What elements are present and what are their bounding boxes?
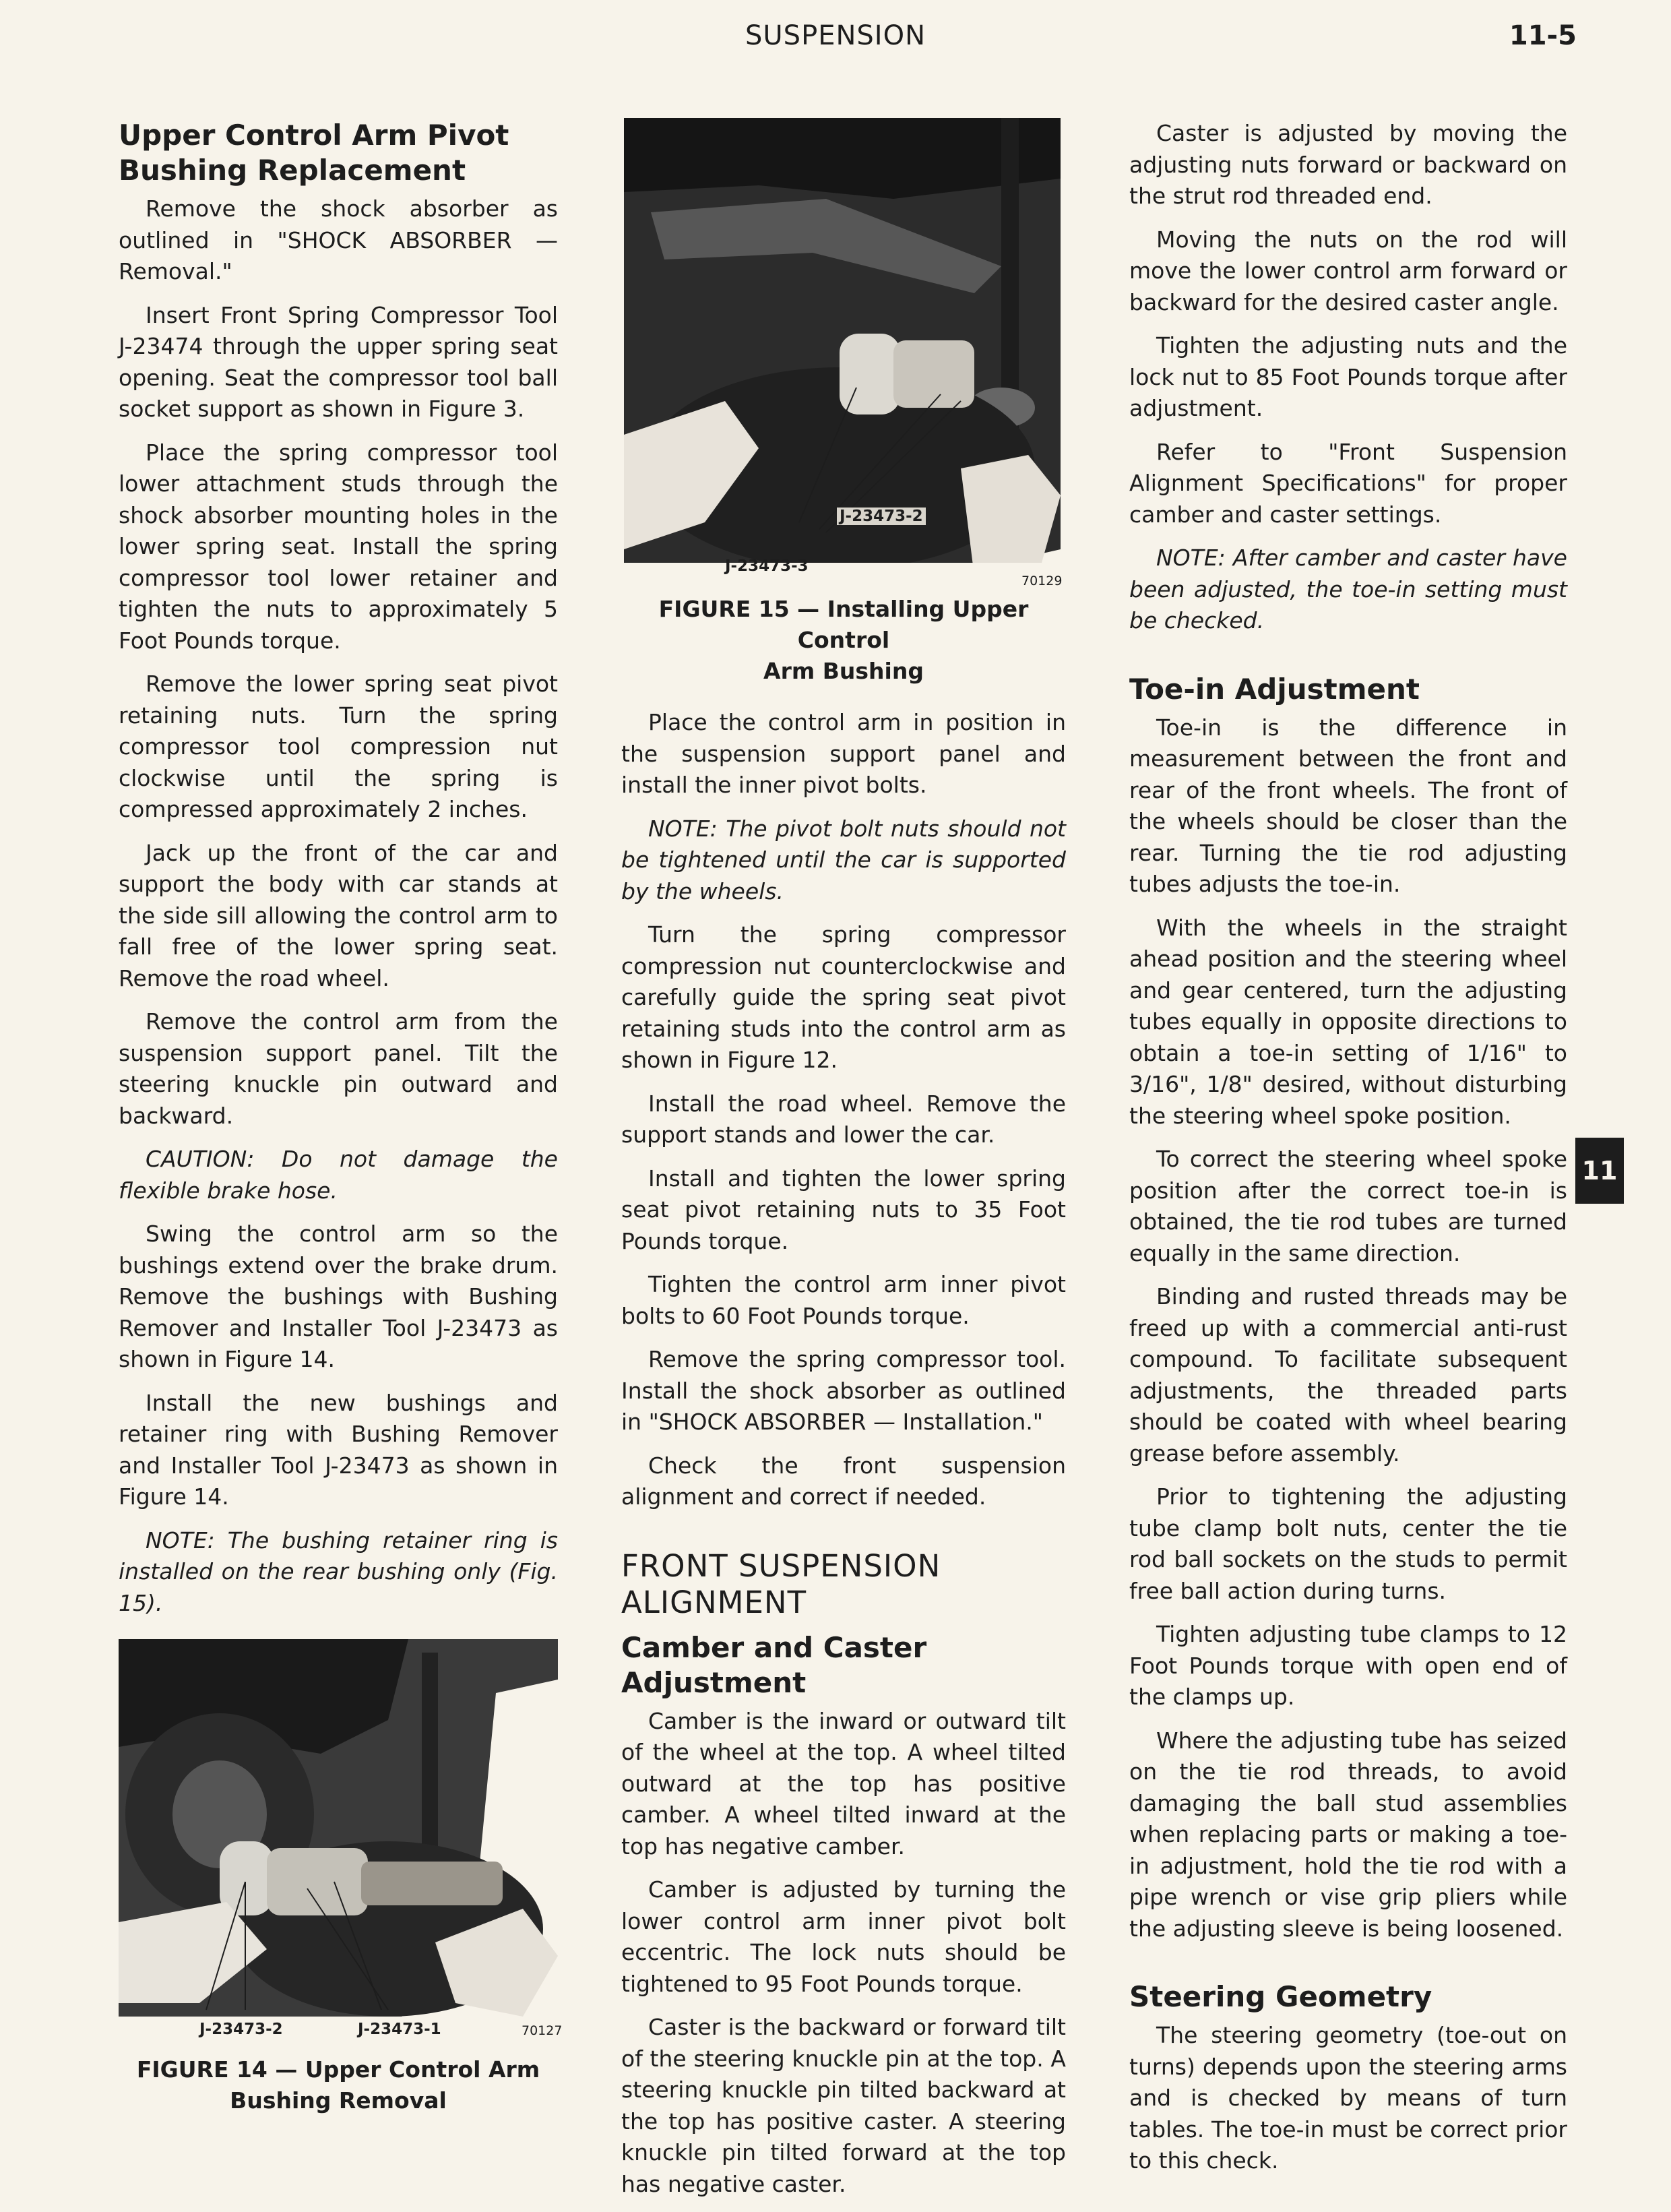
paragraph: Tighten the adjusting nuts and the lock nut to 85 Foot Pounds torque after adjustment. bbox=[1129, 332, 1567, 421]
paragraph: Install and tighten the lower spring seat pivot retaining nuts to 35 Foot Pounds torque. bbox=[621, 1165, 1066, 1254]
column-left bbox=[119, 118, 563, 2137]
tool-label: J-23473-2 bbox=[837, 508, 926, 525]
major-heading bbox=[621, 1548, 1066, 1621]
paragraph: Caster is adjusted by moving the adjusting nuts forward or backward on the strut rod threaded end. bbox=[1129, 120, 1567, 209]
paragraph: To correct the steering wheel spoke position after the correct toe-in is obtained, the tie rod tubes are turned equally in the same direction. bbox=[1129, 1146, 1567, 1266]
paragraph: Remove the control arm from the suspension support panel. Tilt the steering knuckle pin outward and backward. bbox=[119, 1008, 558, 1129]
section-heading-camber: Camber and Caster Adjustment bbox=[621, 1630, 927, 1699]
figure-15-photo bbox=[624, 118, 1061, 590]
paragraph: Moving the nuts on the rod will move the lower control arm forward or backward for the desired caster angle. bbox=[1129, 226, 1567, 315]
note: NOTE: The bushing retainer ring is installed on the rear bushing only (Fig. 15). bbox=[119, 1527, 558, 1616]
paragraph: Camber is the inward or outward tilt of the wheel at the top. A wheel tilted outward at the top has positive camber. A wheel tilted inward at the top has negative camber. bbox=[621, 1707, 1066, 1860]
figure-14-photo bbox=[119, 1639, 563, 2050]
tool-label: J-23473-2 bbox=[199, 2021, 283, 2038]
paragraph: Check the front suspension alignment and correct if needed. bbox=[621, 1452, 1066, 1510]
text-run: to bbox=[1544, 1039, 1567, 1066]
paragraph: Tighten adjusting tube clamps to 12 Foot Pounds torque with open end of the clamps up. bbox=[1129, 1621, 1567, 1710]
figure-code: 70129 bbox=[1021, 574, 1063, 588]
paragraph: Where the adjusting tube has seized on the tie rod threads, to avoid damaging the ball stud assemblies when replacing parts or making a toe-in adjustment, hold the tie rod with a pipe wrench or vise grip pliers while the adjusting sleeve is being loosened. bbox=[1129, 1727, 1567, 1942]
fraction: 1/16" bbox=[1466, 1039, 1527, 1066]
note: NOTE: After camber and caster have been adjusted, the toe-in setting must be checked. bbox=[1129, 545, 1567, 634]
paragraph: Place the control arm in position in the suspension support panel and install the inner pivot bolts. bbox=[621, 709, 1066, 798]
page-number: 11-5 bbox=[1509, 20, 1577, 51]
paragraph: Caster is the backward or forward tilt of the steering knuckle pin at the top. A steering knuckle pin tilted backward at the top has positive caster. A steering knuckle pin tilted forward at the top has negative caster. bbox=[621, 2014, 1066, 2197]
paragraph: Remove the lower spring seat pivot retaining nuts. Turn the spring compressor tool compression nut clockwise until the spring is compressed approximately 2 inches. bbox=[119, 671, 558, 822]
caption-line: Arm Bushing bbox=[763, 658, 924, 684]
paragraph: Swing the control arm so the bushings extend over the brake drum. Remove the bushings with Bushing Remover and Installer Tool J-23473 as shown in Figure 14. bbox=[119, 1221, 558, 1372]
paragraph: The steering geometry (toe-out on turns) depends upon the steering arms and is checked by means of turn tables. The toe-in must be correct prior to this check. bbox=[1129, 2022, 1567, 2174]
figure-15-caption bbox=[621, 594, 1066, 687]
column-middle bbox=[621, 118, 1066, 2212]
figure-code: 70127 bbox=[522, 2023, 563, 2038]
bushing-removal-photo bbox=[119, 1639, 558, 2050]
paragraph: Place the spring compressor tool lower attachment studs through the shock absorber mounting holes in the lower spring seat. Install the spring compressor tool lower retainer and tighten the nuts to approximately 5 Foot Pounds torque. bbox=[119, 439, 558, 654]
running-head: SUSPENSION bbox=[745, 20, 926, 51]
paragraph: Tighten the control arm inner pivot bolts to 60 Foot Pounds torque. bbox=[621, 1271, 1066, 1329]
figure-14-caption bbox=[119, 2054, 558, 2116]
paragraph: Insert Front Spring Compressor Tool J-23474 through the upper spring seat opening. Seat the compressor tool ball socket support as shown in Figure 3. bbox=[119, 301, 558, 422]
paragraph: Install the new bushings and retainer ring with Bushing Remover and Installer Tool J-23473 as shown in Figure 14. bbox=[119, 1389, 558, 1510]
paragraph: Remove the spring compressor tool. Install the shock absorber as outlined in "SHOCK ABSORBER — Installation." bbox=[621, 1346, 1066, 1435]
paragraph: Install the road wheel. Remove the support stands and lower the car. bbox=[621, 1090, 1066, 1148]
column-right bbox=[1129, 118, 1567, 2189]
tool-label: J-23473-1 bbox=[358, 2021, 441, 2038]
paragraph: Jack up the front of the car and support the body with car stands at the side sill allowing the control arm to fall free of the lower spring seat. Remove the road wheel. bbox=[119, 839, 558, 991]
paragraph: Camber is adjusted by turning the lower control arm inner pivot bolt eccentric. The lock nuts should be tightened to 95 Foot Pounds torque. bbox=[621, 1876, 1066, 1997]
caption-line: Bushing Removal bbox=[230, 2087, 447, 2114]
heading-line: ALIGNMENT bbox=[621, 1584, 807, 1620]
heading-line: FRONT SUSPENSION bbox=[621, 1547, 941, 1584]
chapter-thumb-tab: 11 bbox=[1575, 1138, 1624, 1204]
tool-label: J-23473-3 bbox=[725, 557, 809, 575]
note: NOTE: The pivot bolt nuts should not be tightened until the car is supported by the wheels. bbox=[621, 815, 1066, 904]
caption-line: FIGURE 14 — Upper Control Arm bbox=[136, 2056, 540, 2083]
paragraph: Remove the shock absorber as outlined in "SHOCK ABSORBER — Removal." bbox=[119, 195, 558, 284]
section-heading-bushing: Upper Control Arm Pivot Bushing Replacement bbox=[119, 119, 509, 187]
caption-line: FIGURE 15 — Installing Upper Control bbox=[658, 596, 1029, 653]
paragraph: Refer to "Front Suspension Alignment Specifications" for proper camber and caster settings. bbox=[1129, 438, 1567, 528]
paragraph: Turn the spring compressor compression nut counterclockwise and carefully guide the spring seat pivot retaining studs into the control arm as shown in Figure 12. bbox=[621, 921, 1066, 1073]
caution-note: CAUTION: Do not damage the flexible brake hose. bbox=[119, 1146, 558, 1204]
paragraph: Toe-in is the difference in measurement between the front and rear of the front wheels. The front of the wheels should be closer than the rear. Turning the tie rod adjusting tubes adjusts the toe-in. bbox=[1129, 714, 1567, 897]
text-run: desired, without disturbing the steering wheel spoke position. bbox=[1129, 1071, 1568, 1129]
paragraph: Binding and rusted threads may be freed up with a commercial anti-rust compound. To facilitate subsequent adjustments, the threaded parts should be coated with wheel bearing grease before assembly. bbox=[1129, 1283, 1567, 1467]
paragraph: Prior to tightening the adjusting tube clamp bolt nuts, center the tie rod ball sockets on the studs to permit free ball action during turns. bbox=[1129, 1483, 1567, 1604]
section-heading-steering: Steering Geometry bbox=[1129, 1980, 1432, 2013]
fraction: 3/16", bbox=[1129, 1071, 1197, 1097]
fraction: 1/8" bbox=[1206, 1071, 1253, 1097]
text-run: With the wheels in the straight ahead position and the steering wheel and gear centered, turn the adjusting tubes equally in opposite directions to obtain a toe-in setting of bbox=[1129, 914, 1567, 1066]
section-heading-toe-in: Toe-in Adjustment bbox=[1129, 672, 1420, 706]
paragraph-toe-setting bbox=[1129, 913, 1567, 1132]
